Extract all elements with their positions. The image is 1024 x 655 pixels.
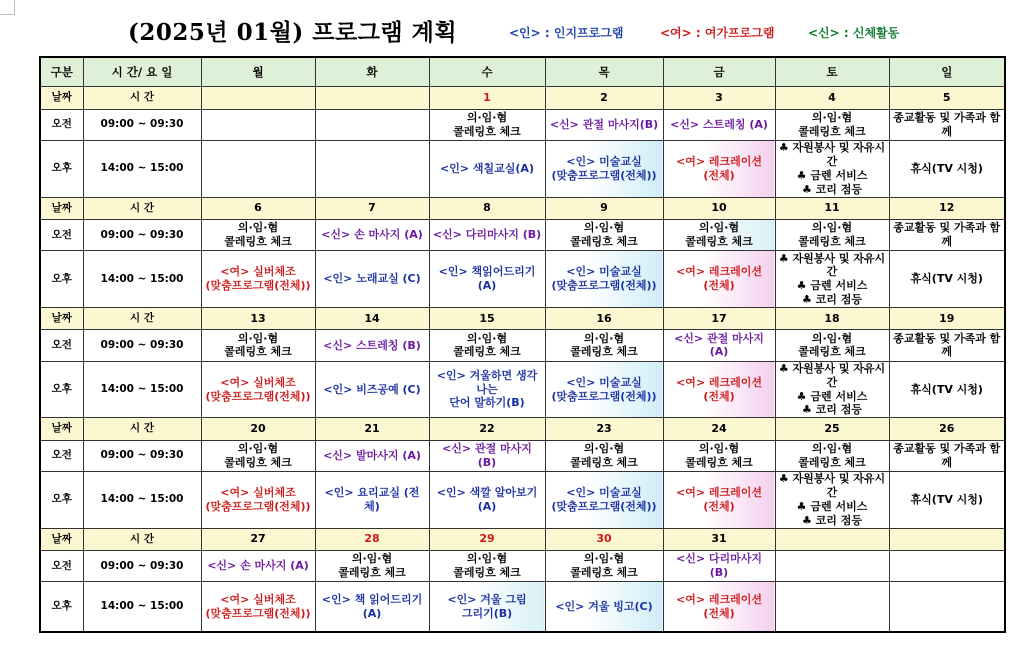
program-line: <여> 실버체조 [220,265,296,279]
week-3-date-row [40,308,1005,330]
am-cell-sat [775,440,889,471]
program-line: (맞춤프로그램(전체)) [205,279,311,293]
am-label: 오전 [40,219,83,250]
am-label: 오전 [40,550,83,581]
date-cell-thu: 30 [545,528,663,550]
date-cell-mon [201,87,315,109]
date-cell-thu: 9 [545,197,663,219]
check-line: 의·임·혐 [466,111,508,125]
date-cell-wed: 8 [429,197,545,219]
am-cell-sun: 종교활동 및 가족과 함께 [889,440,1005,471]
program-line: <인> 미술교실 [566,486,642,500]
program-line: (맞춤프로그램(전체)) [551,279,657,293]
am-cell-tue [315,109,429,140]
program-line: <여> 레크레이션 [675,155,763,169]
program-line: <인> 요리교실 (전체) [324,486,420,513]
header-category: 구분 [40,57,83,87]
date-cell-tue: 21 [315,418,429,440]
check-line: 콜레링흐 체크 [570,455,638,469]
bullet-line: ♣ 자원봉사 및 자유시간 [778,141,886,169]
time-label: 시 간 [83,197,201,219]
am-cell-thu [545,109,663,140]
program-line: (맞춤프로그램(전체)) [205,499,311,513]
bullet-line: ♣ 금렌 서비스 [796,168,868,182]
check-line: 콜레링흐 체크 [453,345,521,359]
date-cell-sun: 19 [889,308,1005,330]
bullet-line: ♣ 자원봉사 및 자유시간 [778,251,886,279]
program-line: <인> 미술교실 [566,375,642,389]
header-day-sun: 일 [889,57,1005,87]
pm-cell-fri [663,582,775,632]
am-cell-thu [545,219,663,250]
program-line: <신> 관절 마사지(B) [549,117,659,131]
week-1-am-row [40,109,1005,140]
legend-physical-sep: : [839,26,853,40]
check-line: 의·임·혐 [583,552,625,566]
program-line: <신> 발마사지 (A) [323,448,421,462]
program-line: 단어 말하기(B) [449,396,525,410]
pm-cell-tue [315,251,429,308]
date-cell-sun: 5 [889,87,1005,109]
pm-cell-sun: 휴식(TV 시청) [889,471,1005,528]
program-line: <인> 겨울하면 생각나는 [436,368,538,396]
am-cell-tue [315,330,429,361]
pm-label: 오후 [40,141,83,198]
date-cell-fri: 17 [663,308,775,330]
am-cell-sun [889,550,1005,581]
program-line: <신> 손 마사지 (A) [321,228,423,242]
header-day-fri: 금 [663,57,775,87]
pm-cell-tue [315,471,429,528]
date-cell-sun [889,528,1005,550]
pm-cell-sun: 휴식(TV 시청) [889,251,1005,308]
check-line: 의·임·혐 [583,442,625,456]
pm-cell-tue [315,582,429,632]
pm-cell-mon [201,141,315,198]
am-cell-sun: 종교활동 및 가족과 함께 [889,330,1005,361]
program-line: <신> 손 마사지 (A) [207,559,309,573]
date-cell-fri: 31 [663,528,775,550]
bullet-line: ♣ 자원봉사 및 자유시간 [778,472,886,500]
program-line: <여> 레크레이션 [675,592,763,606]
am-cell-thu [545,440,663,471]
date-cell-sat: 18 [775,308,889,330]
header-day-tue: 화 [315,57,429,87]
am-cell-tue [315,219,429,250]
date-label: 날짜 [40,87,83,109]
week-2-date-row [40,197,1005,219]
program-line: <인> 책 읽어드리기(A) [321,592,423,620]
date-cell-sun: 26 [889,418,1005,440]
check-line: 의·임·혐 [466,552,508,566]
pm-label: 오후 [40,471,83,528]
week-4-date-row [40,418,1005,440]
pm-time: 14:00 ~ 15:00 [83,251,201,308]
am-time: 09:00 ~ 09:30 [83,219,201,250]
pm-cell-sat [775,582,889,632]
check-line: 의·임·혐 [811,111,853,125]
program-schedule-table [39,56,1006,633]
am-cell-fri [663,330,775,361]
week-2-pm-row [40,251,1005,308]
date-cell-mon: 27 [201,528,315,550]
check-line: 의·임·혐 [237,331,279,345]
date-cell-fri: 10 [663,197,775,219]
date-label: 날짜 [40,308,83,330]
pm-cell-mon [201,471,315,528]
check-line: 의·임·혐 [811,331,853,345]
check-line: 의·임·혐 [466,331,508,345]
date-cell-sat: 25 [775,418,889,440]
date-cell-tue [315,87,429,109]
check-line: 콜레링흐 체크 [224,235,292,249]
program-line: <인> 미술교실 [566,265,642,279]
pm-cell-wed [429,141,545,198]
program-line: <신> 스트레칭 (B) [323,338,421,352]
program-line: <인> 노래교실 (C) [323,272,421,286]
header-day-mon: 월 [201,57,315,87]
date-cell-mon: 6 [201,197,315,219]
pm-cell-wed [429,471,545,528]
date-cell-sat [775,528,889,550]
check-line: 의·임·혐 [811,442,853,456]
program-line: <여> 레크레이션 [675,486,763,500]
legend-cognitive-sep: : [540,26,554,40]
pm-cell-thu [545,361,663,418]
am-cell-mon [201,109,315,140]
am-cell-sun: 종교활동 및 가족과 함께 [889,109,1005,140]
pm-cell-thu [545,141,663,198]
week-4-am-row [40,440,1005,471]
date-cell-tue: 7 [315,197,429,219]
legend-physical [808,24,899,41]
bullet-line: ♣ 코리 점등 [801,403,863,417]
date-cell-wed: 15 [429,308,545,330]
program-line: <신> 관절 마사지 (A) [674,331,764,359]
date-cell-sat: 11 [775,197,889,219]
check-line: 콜레링흐 체크 [338,566,406,580]
program-line: 그리기(B) [461,606,513,620]
program-line: (전체) [703,499,735,513]
date-cell-sun: 12 [889,197,1005,219]
pm-cell-fri [663,251,775,308]
am-cell-mon [201,219,315,250]
header-day-wed: 수 [429,57,545,87]
schedule-body [40,57,1005,632]
page-corner-mark [0,0,15,15]
am-cell-sat [775,219,889,250]
am-cell-mon [201,550,315,581]
program-line: (전체) [703,606,735,620]
legend-leisure-key: <여> [660,26,692,40]
program-line: (맞춤프로그램(전체)) [551,389,657,403]
date-cell-sat: 4 [775,87,889,109]
legend-leisure [660,24,774,41]
check-line: 콜레링흐 체크 [798,235,866,249]
check-line: 의·임·혐 [698,442,740,456]
am-time: 09:00 ~ 09:30 [83,550,201,581]
pm-cell-mon [201,361,315,418]
header-day-sat: 토 [775,57,889,87]
pm-cell-thu [545,251,663,308]
pm-cell-sun: 휴식(TV 시청) [889,361,1005,418]
check-line: 콜레링흐 체크 [798,124,866,138]
program-line: <인> 겨울 빙고(C) [555,599,653,613]
pm-cell-fri [663,361,775,418]
date-label: 날짜 [40,528,83,550]
program-line: <여> 실버체조 [220,486,296,500]
program-line: (맞춤프로그램(전체)) [551,499,657,513]
time-label: 시 간 [83,418,201,440]
date-cell-thu: 2 [545,87,663,109]
time-label: 시 간 [83,528,201,550]
program-line: <여> 레크레이션 [675,265,763,279]
check-line: 콜레링흐 체크 [570,345,638,359]
pm-cell-mon [201,582,315,632]
pm-cell-thu [545,471,663,528]
date-cell-tue: 14 [315,308,429,330]
header-time-day: 시 간/ 요 일 [83,57,201,87]
legend-physical-key: <신> [808,26,840,40]
program-line: (맞춤프로그램(전체)) [551,168,657,182]
bullet-line: ♣ 금렌 서비스 [796,499,868,513]
date-cell-mon: 20 [201,418,315,440]
time-label: 시 간 [83,87,201,109]
date-cell-fri: 24 [663,418,775,440]
check-line: 콜레링흐 체크 [685,235,753,249]
am-cell-wed [429,330,545,361]
am-cell-thu [545,550,663,581]
program-line: <인> 책읽어드리기 (A) [438,265,536,293]
pm-cell-wed [429,251,545,308]
pm-time: 14:00 ~ 15:00 [83,361,201,418]
bullet-line: ♣ 자원봉사 및 자유시간 [778,362,886,389]
check-line: 콜레링흐 체크 [453,124,521,138]
program-line: <신> 관절 마사지 (B) [442,442,532,469]
program-line: (전체) [703,168,735,182]
pm-cell-sun: 휴식(TV 시청) [889,141,1005,198]
program-line: <인> 색깔 알아보기 (A) [436,486,538,513]
am-cell-tue [315,550,429,581]
week-2-am-row [40,219,1005,250]
legend-physical-text: 신체활동 [852,26,900,40]
date-label: 날짜 [40,418,83,440]
check-line: 의·임·혐 [811,221,853,235]
program-line: <인> 겨울 그림 [447,592,527,606]
am-time: 09:00 ~ 09:30 [83,330,201,361]
check-line: 콜레링흐 체크 [798,345,866,359]
am-cell-wed [429,440,545,471]
pm-cell-wed [429,582,545,632]
check-line: 콜레링흐 체크 [224,455,292,469]
am-cell-fri [663,219,775,250]
am-cell-fri [663,550,775,581]
pm-label: 오후 [40,251,83,308]
date-cell-wed: 22 [429,418,545,440]
program-line: <인> 색칠교실(A) [440,161,534,175]
program-line: <인> 비즈공예 (C) [323,382,421,396]
date-label: 날짜 [40,197,83,219]
legend-leisure-text: 여가프로그램 [704,26,775,40]
check-line: 의·임·혐 [237,221,279,235]
check-line: 콜레링흐 체크 [570,235,638,249]
am-cell-sat [775,109,889,140]
am-cell-wed [429,109,545,140]
pm-cell-sat [775,141,889,198]
check-line: 콜레링흐 체크 [570,566,638,580]
check-line: 의·임·혐 [237,442,279,456]
check-line: 콜레링흐 체크 [798,455,866,469]
week-4-pm-row [40,471,1005,528]
pm-cell-wed [429,361,545,418]
pm-cell-fri [663,141,775,198]
header-row [40,57,1005,87]
week-1-pm-row [40,141,1005,198]
date-cell-thu: 16 [545,308,663,330]
check-line: 의·임·혐 [583,221,625,235]
program-line: <신> 다리마사지 (B) [675,552,763,580]
am-cell-mon [201,330,315,361]
program-line: <여> 레크레이션 [675,375,763,389]
date-cell-wed: 1 [429,87,545,109]
program-line: <신> 스트레칭 (A) [670,117,768,131]
program-line: (맞춤프로그램(전체)) [205,606,311,620]
program-line: <여> 실버체조 [220,592,296,606]
pm-label: 오후 [40,582,83,632]
am-label: 오전 [40,109,83,140]
bullet-line: ♣ 금렌 서비스 [796,279,868,293]
check-line: 콜레링흐 체크 [224,345,292,359]
bullet-line: ♣ 코리 점등 [801,182,863,196]
check-line: 콜레링흐 체크 [453,566,521,580]
legend-cognitive-key: <인> [509,26,541,40]
am-label: 오전 [40,330,83,361]
date-cell-wed: 29 [429,528,545,550]
am-cell-wed [429,219,545,250]
pm-cell-sat [775,251,889,308]
check-line: 의·임·혐 [698,221,740,235]
am-cell-fri [663,440,775,471]
program-line: (맞춤프로그램(전체)) [205,389,311,403]
am-cell-fri [663,109,775,140]
check-line: 콜레링흐 체크 [685,455,753,469]
bullet-line: ♣ 금렌 서비스 [796,389,868,403]
pm-time: 14:00 ~ 15:00 [83,141,201,198]
week-5-pm-row [40,582,1005,632]
am-cell-wed [429,550,545,581]
week-3-pm-row [40,361,1005,418]
program-line: <여> 실버체조 [220,375,296,389]
pm-cell-sun [889,582,1005,632]
program-line: (전체) [703,389,735,403]
am-cell-sat [775,550,889,581]
header-day-thu: 목 [545,57,663,87]
pm-cell-fri [663,471,775,528]
pm-time: 14:00 ~ 15:00 [83,582,201,632]
pm-cell-sat [775,361,889,418]
pm-cell-thu [545,582,663,632]
week-1-date-row [40,87,1005,109]
bullet-line: ♣ 코리 점등 [801,513,863,527]
legend-cognitive [509,24,623,41]
check-line: 의·임·혐 [583,331,625,345]
am-cell-tue [315,440,429,471]
program-line: <인> 미술교실 [566,155,642,169]
week-3-am-row [40,330,1005,361]
am-time: 09:00 ~ 09:30 [83,109,201,140]
date-cell-thu: 23 [545,418,663,440]
pm-time: 14:00 ~ 15:00 [83,471,201,528]
legend-cognitive-text: 인지프로그램 [553,26,624,40]
am-time: 09:00 ~ 09:30 [83,440,201,471]
am-cell-mon [201,440,315,471]
date-cell-mon: 13 [201,308,315,330]
check-line: 의·임·혐 [351,552,393,566]
time-label: 시 간 [83,308,201,330]
date-cell-tue: 28 [315,528,429,550]
am-cell-sat [775,330,889,361]
bullet-line: ♣ 코리 점등 [801,292,863,306]
program-line: <신> 다리마사지 (B) [432,228,542,242]
week-5-am-row [40,550,1005,581]
pm-label: 오후 [40,361,83,418]
pm-cell-tue [315,361,429,418]
pm-cell-sat [775,471,889,528]
page-title: (2025년 01월) 프로그램 계획 [128,19,458,46]
am-cell-thu [545,330,663,361]
am-label: 오전 [40,440,83,471]
legend-leisure-sep: : [691,26,705,40]
pm-cell-mon [201,251,315,308]
week-5-date-row [40,528,1005,550]
date-cell-fri: 3 [663,87,775,109]
am-cell-sun: 종교활동 및 가족과 함께 [889,219,1005,250]
pm-cell-tue [315,141,429,198]
program-line: (전체) [703,279,735,293]
title-row [0,14,1024,54]
